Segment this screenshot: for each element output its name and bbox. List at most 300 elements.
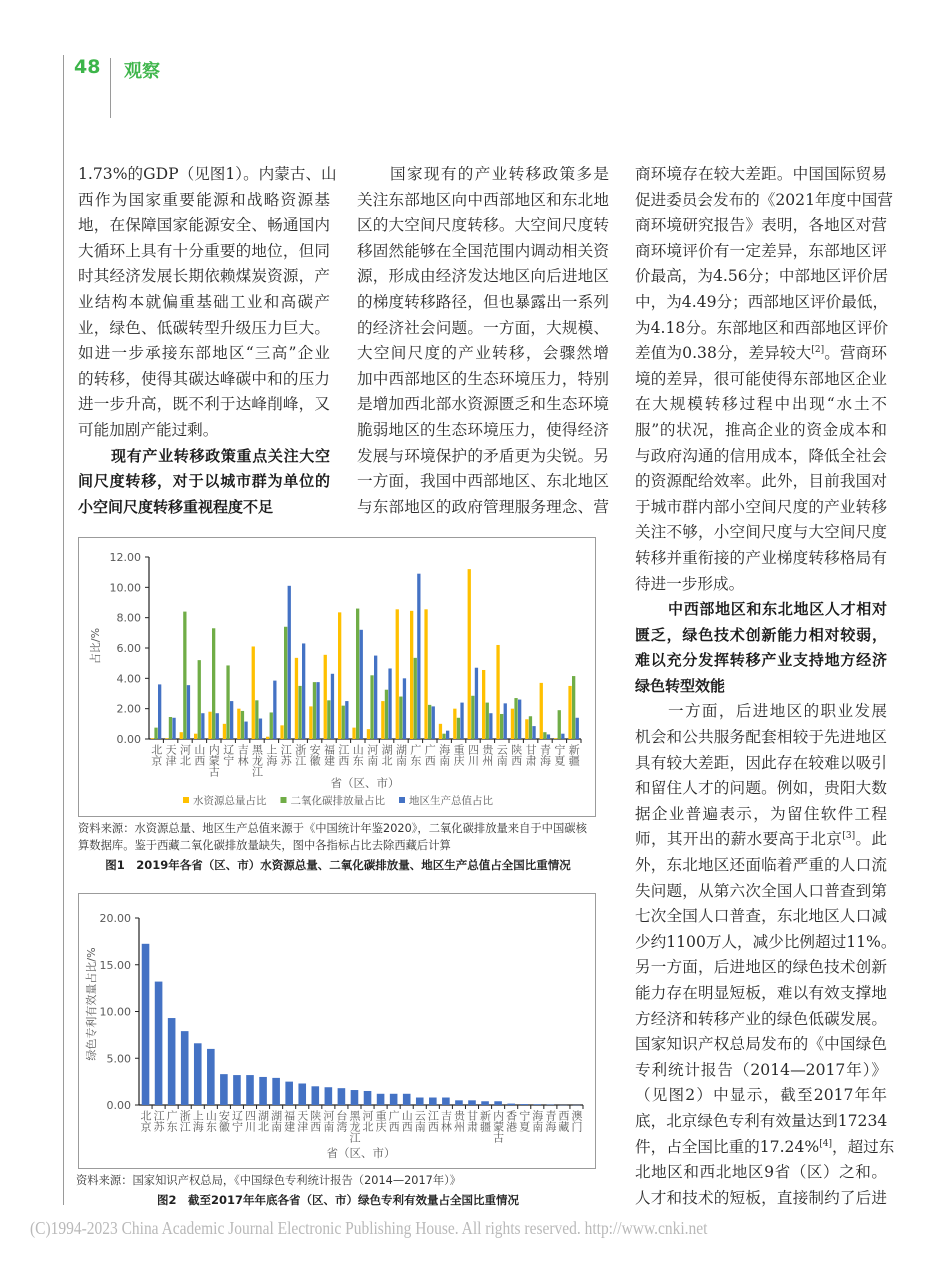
bar-台湾-绿色专利有效量占比: [338, 1088, 346, 1105]
bar-江苏-二氧化碳排放量占比: [284, 627, 287, 739]
bar-云南-地区生产总值占比: [504, 703, 507, 739]
bar-陕西-地区生产总值占比: [518, 700, 521, 739]
bar-甘肃-地区生产总值占比: [532, 726, 535, 739]
body-text-line: 与政府沟通的信用成本，降低全社会: [635, 446, 887, 465]
x-tick-label: 福建: [322, 744, 336, 766]
bar-云南-绿色专利有效量占比: [416, 1098, 424, 1105]
body-text-line: 脆弱地区的生态环境压力，使得经济: [357, 420, 609, 439]
citation-reference[interactable]: [2]: [811, 345, 825, 356]
citation-reference[interactable]: [3]: [842, 831, 856, 842]
bar-山西-绿色专利有效量占比: [403, 1094, 411, 1105]
x-tick-label: 香港: [504, 1110, 518, 1132]
bar-江西-地区生产总值占比: [345, 701, 348, 739]
body-text-line: 与东部地区的政府管理服务理念、营: [357, 497, 609, 516]
bar-山东-水资源总量占比: [352, 728, 355, 739]
bar-辽宁-二氧化碳排放量占比: [226, 665, 229, 739]
x-tick-label: 宁夏: [517, 1110, 531, 1132]
text-segment: 师，其开出的薪水要高于北京: [635, 830, 843, 849]
page-number: 48: [74, 56, 101, 78]
bar-海南-二氧化碳排放量占比: [442, 734, 445, 739]
body-text-line: 的梯度转移路径，但也暴露出一系列: [357, 292, 609, 311]
bar-吉林-绿色专利有效量占比: [442, 1098, 450, 1105]
section-heading-line: 绿色转型效能: [635, 676, 726, 695]
bar-江西-水资源总量占比: [338, 612, 341, 739]
x-tick-label: 湖南: [394, 744, 408, 766]
x-tick-label: 北京: [139, 1110, 153, 1132]
bar-广西-地区生产总值占比: [432, 706, 435, 739]
bar-香港-绿色专利有效量占比: [507, 1104, 515, 1105]
text-segment: 。营商环: [824, 344, 887, 363]
body-text-line: [635, 1135, 895, 1161]
x-tick-label: 海南: [437, 744, 451, 766]
body-text-line: 西作为国家重要能源和战略资源基: [78, 190, 330, 209]
x-tick-label: 山西: [400, 1110, 414, 1132]
bar-吉林-二氧化碳排放量占比: [241, 711, 244, 739]
body-text-line: 可能加剧产能过剩。: [78, 420, 219, 439]
body-text-line: 具有较大差距，因此存在较难以吸引: [635, 753, 887, 772]
body-text-line: 外，东北地区还面临着严重的人口流: [635, 856, 887, 875]
bar-山西-地区生产总值占比: [201, 713, 204, 739]
body-text-line: 七次全国人口普查，东北地区人口减: [635, 907, 887, 926]
x-tick-label: 新疆: [478, 1110, 492, 1132]
body-text-line: 北地区和西北地区9省（区）之和。: [635, 1163, 887, 1182]
x-tick-label: 青海: [538, 744, 552, 766]
x-tick-label: 江苏: [152, 1110, 166, 1132]
bar-北京-绿色专利有效量占比: [142, 944, 150, 1105]
bar-湖南-绿色专利有效量占比: [272, 1078, 280, 1105]
bar-四川-绿色专利有效量占比: [246, 1075, 254, 1105]
x-axis-title: 省（区、市）: [330, 776, 400, 790]
bar-云南-二氧化碳排放量占比: [500, 714, 503, 739]
bar-天津-地区生产总值占比: [172, 718, 175, 739]
body-text-line: [635, 341, 887, 367]
legend-swatch: [183, 797, 189, 803]
text-segment: 。此: [855, 830, 887, 849]
bar-宁夏-绿色专利有效量占比: [520, 1104, 528, 1105]
x-tick-label: 黑龙江: [347, 1110, 361, 1143]
bar-新疆-二氧化碳排放量占比: [572, 676, 575, 739]
bar-福建-绿色专利有效量占比: [285, 1082, 293, 1105]
bar-广西-绿色专利有效量占比: [390, 1094, 398, 1105]
bar-陕西-二氧化碳排放量占比: [514, 698, 517, 739]
body-text-line: 大循环上具有十分重要的地位，但同: [78, 241, 330, 260]
bar-宁夏-地区生产总值占比: [561, 734, 564, 739]
y-tick-label: 5.00: [106, 1052, 131, 1066]
bar-广东-绿色专利有效量占比: [168, 1018, 176, 1105]
body-text-line: 关注不够，小空间尺度与大空间尺度: [635, 523, 887, 542]
x-tick-label: 云南: [413, 1110, 427, 1132]
bar-北京-水资源总量占比: [151, 738, 154, 739]
bar-陕西-水资源总量占比: [511, 709, 514, 739]
bar-广西-水资源总量占比: [424, 609, 427, 739]
y-tick-label: 10.00: [99, 1005, 131, 1019]
bar-河南-二氧化碳排放量占比: [370, 675, 373, 739]
bar-黑龙江-地区生产总值占比: [259, 719, 262, 739]
bar-天津-绿色专利有效量占比: [298, 1083, 306, 1105]
x-tick-label: 贵州: [452, 1110, 466, 1132]
bar-天津-水资源总量占比: [165, 738, 168, 739]
bar-青海-水资源总量占比: [540, 683, 543, 739]
x-tick-label: 上海: [264, 744, 278, 766]
text-column-left: [78, 162, 337, 520]
bar-新疆-绿色专利有效量占比: [481, 1101, 489, 1105]
section-title: 观察: [124, 61, 160, 82]
bar-新疆-地区生产总值占比: [576, 718, 579, 739]
y-tick-label: 2.00: [116, 702, 141, 716]
bar-内蒙古-二氧化碳排放量占比: [212, 628, 215, 739]
bar-吉林-地区生产总值占比: [244, 722, 247, 739]
bar-广东-地区生产总值占比: [417, 574, 420, 739]
x-tick-label: 安徽: [308, 744, 322, 766]
x-tick-label: 天津: [164, 744, 178, 766]
x-tick-label: 天津: [295, 1110, 309, 1132]
body-text-line: 时其经济发展长期依赖煤炭资源，产: [78, 267, 330, 286]
bar-安徽-二氧化碳排放量占比: [313, 682, 316, 739]
bar-黑龙江-水资源总量占比: [252, 646, 255, 739]
x-tick-label: 甘肃: [524, 744, 538, 766]
body-text-line: 区的大空间尺度转移。大空间尺度转: [357, 216, 609, 235]
section-heading-line: 间尺度转移，对于以城市群为单位的: [78, 472, 330, 491]
bar-内蒙古-水资源总量占比: [208, 712, 211, 739]
body-text-line: 转移并重衔接的产业梯度转移格局有: [635, 548, 887, 567]
x-tick-label: 山东: [204, 1110, 218, 1132]
section-heading-line: 匮乏，绿色技术创新能力相对较弱，: [635, 625, 887, 644]
x-tick-label: 辽宁: [221, 744, 235, 766]
figure1-chart: [78, 537, 596, 817]
body-text-line: 于城市群内部小空间尺度的产业转移: [635, 497, 887, 516]
bar-江苏-水资源总量占比: [280, 725, 283, 739]
body-text-line: [635, 827, 887, 853]
figure2-source: 资料来源：国家知识产权总局，《中国绿色专利统计报告（2014—2017年）》: [76, 1174, 462, 1187]
citation-reference[interactable]: [4]: [819, 1138, 832, 1149]
bar-山东-绿色专利有效量占比: [207, 1049, 215, 1105]
x-tick-label: 新疆: [567, 744, 581, 766]
bar-河南-水资源总量占比: [367, 729, 370, 739]
text-segment: 件，占全国比重的17.24%: [635, 1137, 820, 1156]
body-text-line: 专利统计报告（2014—2017年）》: [635, 1060, 887, 1079]
bar-北京-地区生产总值占比: [158, 684, 161, 739]
x-tick-label: 湖北: [256, 1110, 270, 1132]
body-text-line: 为4.18分。东部地区和西部地区评价: [635, 318, 889, 337]
bar-海南-水资源总量占比: [439, 724, 442, 739]
bar-浙江-水资源总量占比: [295, 658, 298, 739]
body-text-line: 大空间尺度的产业转移，会骤然增: [357, 344, 609, 363]
x-tick-label: 黑龙江: [250, 744, 264, 777]
body-text-line: 源，形成由经济发达地区向后进地区: [357, 267, 609, 286]
figure2-svg: [79, 894, 597, 1170]
x-tick-label: 重庆: [452, 744, 466, 766]
bar-上海-地区生产总值占比: [273, 681, 276, 739]
x-tick-label: 广西: [387, 1110, 401, 1132]
body-text-line: 服”的状况，推高企业的资金成本和: [635, 420, 887, 439]
x-tick-label: 海南: [530, 1110, 544, 1132]
bar-宁夏-二氧化碳排放量占比: [558, 710, 561, 739]
body-text-line: 能力存在明显短板，难以有效支撑地: [635, 984, 887, 1002]
x-tick-label: 河南: [321, 1110, 335, 1132]
section-heading-line: 现有产业转移政策重点关注大空: [111, 446, 330, 465]
bar-贵州-水资源总量占比: [482, 670, 485, 739]
bar-内蒙古-绿色专利有效量占比: [494, 1101, 502, 1105]
x-tick-label: 陕西: [509, 744, 523, 766]
x-tick-label: 宁夏: [552, 744, 566, 766]
x-tick-label: 河北: [178, 744, 192, 766]
body-text-line: 国家现有的产业转移政策多是: [390, 165, 609, 183]
bar-浙江-地区生产总值占比: [302, 643, 305, 739]
bar-安徽-绿色专利有效量占比: [220, 1074, 228, 1105]
x-tick-label: 辽宁: [230, 1110, 244, 1132]
body-text-line: 境的差异，很可能使得东部地区企业: [635, 369, 887, 388]
figure1-svg: [79, 538, 597, 818]
text-segment: ，超过东: [831, 1137, 895, 1156]
body-text-line: 人才和技术的短板，直接制约了后进: [635, 1188, 887, 1207]
bar-湖北-二氧化碳排放量占比: [385, 690, 388, 739]
bar-湖南-地区生产总值占比: [403, 678, 406, 739]
legend-swatch: [281, 797, 287, 803]
bar-云南-水资源总量占比: [496, 645, 499, 739]
bar-天津-二氧化碳排放量占比: [169, 717, 172, 739]
body-text-line: 据企业普遍表示，为留住软件工程: [635, 804, 887, 823]
bar-河北-地区生产总值占比: [187, 685, 190, 739]
bar-湖北-水资源总量占比: [381, 701, 384, 739]
body-text-line: 1.73%的GDP（见图1）。内蒙古、山: [78, 165, 337, 183]
y-axis-title: 绿色专利有效量占比/%: [85, 947, 98, 1061]
x-tick-label: 江苏: [279, 744, 293, 766]
x-tick-label: 江西: [426, 1110, 440, 1132]
y-tick-label: 0.00: [106, 1099, 131, 1112]
x-tick-label: 江西: [336, 744, 350, 766]
bar-甘肃-水资源总量占比: [525, 719, 528, 739]
section-heading-line: 难以充分发挥转移产业支持地方经济: [635, 651, 887, 670]
body-text-line: 商环境存在较大差距。中国国际贸易: [635, 165, 887, 183]
bar-福建-地区生产总值占比: [331, 674, 334, 739]
bar-湖北-地区生产总值占比: [388, 668, 391, 739]
body-text-line: 业，绿色、低碳转型升级压力巨大。: [78, 318, 330, 337]
figure1-caption: 图1 2019年各省（区、市）水资源总量、二氧化碳排放量、地区生产总值占全国比重情况: [105, 858, 571, 872]
x-tick-label: 广西: [423, 744, 437, 766]
bar-重庆-二氧化碳排放量占比: [457, 718, 460, 739]
x-tick-label: 台湾: [334, 1110, 348, 1132]
x-tick-label: 陕西: [308, 1110, 322, 1132]
bar-山西-水资源总量占比: [194, 734, 197, 739]
bar-浙江-二氧化碳排放量占比: [298, 686, 301, 739]
body-text-line: 业结构本就偏重基础工业和高碳产: [78, 292, 330, 311]
body-text-line: 发展与环境保护的矛盾更为尖锐。另: [357, 446, 609, 465]
body-text-line: 移固然能够在全国范围内调动相关资: [357, 241, 609, 260]
x-tick-label: 四川: [243, 1110, 257, 1132]
bar-河北-水资源总量占比: [180, 732, 183, 739]
body-text-line: 机会和公共服务配套相较于先进地区: [635, 728, 887, 747]
y-tick-label: 12.00: [109, 551, 141, 564]
bar-江西-绿色专利有效量占比: [429, 1098, 437, 1105]
body-text-line: 关注东部地区向中西部地区和东北地: [357, 190, 609, 209]
body-text-line: 方经济和转移产业的绿色低碳发展。: [635, 1009, 887, 1028]
x-tick-label: 上海: [191, 1110, 205, 1132]
bar-贵州-二氧化碳排放量占比: [486, 703, 489, 739]
body-text-line: 的转移，使得其碳达峰碳中和的压力: [78, 369, 330, 388]
body-text-line: 国家知识产权总局发布的《中国绿色: [635, 1035, 887, 1054]
body-text-line: 待进一步形成。: [635, 574, 745, 593]
x-tick-label: 北京: [149, 744, 163, 766]
body-text-line: 一方面，后进地区的职业发展: [668, 702, 887, 721]
header-divider: [110, 58, 111, 118]
body-text-line: 中，为4.49分；西部地区评价最低，: [635, 292, 889, 311]
bar-海南-绿色专利有效量占比: [533, 1104, 541, 1105]
bar-内蒙古-地区生产总值占比: [216, 713, 219, 739]
x-tick-label: 内蒙古: [207, 744, 221, 777]
x-tick-label: 安徽: [217, 1110, 231, 1132]
bar-河南-地区生产总值占比: [374, 656, 377, 739]
bar-黑龙江-二氧化碳排放量占比: [255, 700, 258, 739]
bar-河南-绿色专利有效量占比: [325, 1087, 333, 1105]
bar-甘肃-绿色专利有效量占比: [468, 1100, 476, 1105]
y-tick-label: 10.00: [109, 581, 141, 595]
copyright-footer: (C)1994-2023 China Academic Journal Electronic Publishing House. All rights reserved. http://www.cnki.net: [30, 1218, 708, 1238]
body-text-line: （见图2）中显示，截至2017年年: [635, 1086, 887, 1105]
bar-重庆-绿色专利有效量占比: [377, 1094, 385, 1105]
bar-湖南-二氧化碳排放量占比: [399, 697, 402, 739]
text-column-middle: [357, 162, 609, 520]
bar-湖南-水资源总量占比: [396, 609, 399, 739]
bar-安徽-水资源总量占比: [309, 706, 312, 739]
bar-贵州-绿色专利有效量占比: [455, 1100, 463, 1105]
bar-上海-水资源总量占比: [266, 737, 269, 739]
x-tick-label: 浙江: [293, 744, 307, 766]
y-tick-label: 4.00: [116, 672, 141, 686]
body-text-line: 底，北京绿色专利有效量达到17234: [635, 1111, 888, 1130]
bar-福建-水资源总量占比: [324, 655, 327, 739]
body-text-line: 如进一步承接东部地区“三高”企业: [78, 344, 330, 363]
bar-重庆-水资源总量占比: [453, 709, 456, 739]
body-text-line: 另一方面，后进地区的绿色技术创新: [635, 958, 887, 977]
text-column-right: [635, 162, 897, 1211]
bar-福建-二氧化碳排放量占比: [327, 700, 330, 739]
body-text-line: 地，在保障国家能源安全、畅通国内: [78, 216, 330, 235]
body-text-line: 和留住人才的问题。例如，贵阳大数: [635, 779, 887, 798]
bar-上海-绿色专利有效量占比: [194, 1043, 202, 1105]
bar-吉林-水资源总量占比: [237, 709, 240, 739]
x-tick-label: 河北: [361, 1110, 375, 1132]
bar-北京-二氧化碳排放量占比: [154, 728, 157, 739]
bar-江苏-地区生产总值占比: [288, 586, 291, 739]
bar-青海-地区生产总值占比: [547, 734, 550, 739]
body-text-line: 商环境评价有一定差异，东部地区评: [635, 241, 887, 260]
legend-label: 水资源总量占比: [193, 795, 267, 807]
bar-上海-二氧化碳排放量占比: [270, 712, 273, 739]
bar-河北-二氧化碳排放量占比: [183, 612, 186, 739]
body-text-line: 少约1100万人，减少比例超过11%。: [635, 932, 897, 951]
x-tick-label: 河南: [365, 744, 379, 766]
x-tick-label: 山东: [351, 744, 365, 766]
body-text-line: 的经济社会问题。一方面，大规模、: [357, 318, 609, 337]
x-tick-label: 澳门: [569, 1110, 583, 1132]
text-segment: 差值为0.38分，差异较大: [635, 344, 812, 363]
figure2-caption: 图2 截至2017年年底各省（区、市）绿色专利有效量占全国比重情况: [156, 1193, 519, 1207]
body-text-line: 一方面，我国中西部地区、东北地区: [357, 472, 609, 491]
x-tick-label: 福建: [282, 1110, 296, 1132]
bar-山东-地区生产总值占比: [360, 630, 363, 739]
bar-江西-二氧化碳排放量占比: [342, 706, 345, 739]
x-tick-label: 湖北: [380, 744, 394, 766]
legend-swatch: [399, 797, 405, 803]
bar-辽宁-绿色专利有效量占比: [233, 1075, 241, 1105]
x-tick-label: 内蒙古: [491, 1110, 505, 1143]
x-tick-label: 重庆: [374, 1110, 388, 1132]
y-tick-label: 0.00: [116, 733, 141, 746]
legend-label: 二氧化碳排放量占比: [290, 795, 385, 807]
bar-广东-二氧化碳排放量占比: [414, 658, 417, 739]
bar-湖北-绿色专利有效量占比: [259, 1077, 267, 1105]
x-tick-label: 吉林: [236, 744, 250, 766]
body-text-line: 的资源配给效率。此外，目前我国对: [635, 472, 887, 491]
body-text-line: 促进委员会发布的《2021年度中国营: [635, 190, 893, 209]
x-tick-label: 山西: [192, 744, 206, 766]
x-tick-label: 广东: [165, 1110, 179, 1132]
margin-rule: [63, 55, 64, 1205]
body-text-line: 商环境研究报告》表明，各地区对营: [635, 216, 887, 235]
bar-四川-地区生产总值占比: [475, 668, 478, 739]
bar-青海-二氧化碳排放量占比: [543, 732, 546, 739]
y-axis-title: 占比/%: [89, 627, 102, 665]
y-tick-label: 15.00: [99, 958, 131, 972]
body-text-line: 进一步升高，既不利于达峰削峰，又: [78, 395, 330, 414]
bar-安徽-地区生产总值占比: [316, 682, 319, 739]
x-axis-title: 省（区、市）: [326, 1146, 396, 1160]
x-tick-label: 浙江: [178, 1110, 192, 1132]
y-tick-label: 6.00: [116, 642, 141, 655]
body-text-line: 在大规模转移过程中出现“水土不: [635, 395, 887, 414]
section-heading-line: 小空间尺度转移重视程度不足: [78, 497, 274, 516]
body-text-line: 是增加西北部水资源匮乏和生态环境: [357, 395, 609, 414]
x-tick-label: 湖南: [269, 1110, 283, 1132]
bar-四川-二氧化碳排放量占比: [471, 696, 474, 739]
body-text-line: 价最高，为4.56分；中部地区评价居: [635, 267, 889, 286]
bar-黑龙江-绿色专利有效量占比: [351, 1090, 359, 1105]
y-tick-label: 8.00: [116, 611, 141, 625]
bar-广西-二氧化碳排放量占比: [428, 705, 431, 739]
figure2-chart: [78, 893, 596, 1169]
bar-山西-二氧化碳排放量占比: [198, 660, 201, 739]
bar-宁夏-水资源总量占比: [554, 738, 557, 739]
x-tick-label: 吉林: [439, 1110, 453, 1132]
x-tick-label: 四川: [466, 744, 480, 766]
bar-辽宁-水资源总量占比: [223, 724, 226, 739]
bar-山东-二氧化碳排放量占比: [356, 609, 359, 739]
bar-河北-绿色专利有效量占比: [364, 1091, 372, 1105]
figure1-source: 资料来源：水资源总量、地区生产总值来源于《中国统计年鉴2020》，二氧化碳排放量来自于中国碳核算数据库。鉴于西藏二氧化碳排放量缺失，图中各指标占比去除西藏后计算: [78, 822, 587, 852]
bar-贵州-地区生产总值占比: [489, 713, 492, 739]
x-tick-label: 贵州: [480, 744, 494, 766]
section-heading-line: 中西部地区和东北地区人才相对: [668, 600, 887, 619]
bar-重庆-地区生产总值占比: [460, 703, 463, 739]
x-tick-label: 云南: [495, 744, 509, 766]
legend-label: 地区生产总值占比: [409, 795, 493, 807]
bar-广东-水资源总量占比: [410, 611, 413, 739]
body-text-line: 加中西部地区的生态环境压力，特别: [357, 369, 609, 388]
bar-浙江-绿色专利有效量占比: [181, 1031, 189, 1105]
bar-新疆-水资源总量占比: [568, 686, 571, 739]
bar-四川-水资源总量占比: [468, 569, 471, 739]
x-tick-label: 甘肃: [465, 1110, 479, 1132]
body-text-line: 失问题，从第六次全国人口普查到第: [635, 881, 887, 900]
bar-甘肃-二氧化碳排放量占比: [529, 716, 532, 739]
x-tick-label: 西藏: [556, 1110, 570, 1132]
bar-江苏-绿色专利有效量占比: [155, 982, 163, 1105]
bar-陕西-绿色专利有效量占比: [311, 1086, 319, 1105]
x-tick-label: 广东: [408, 744, 422, 766]
x-tick-label: 青海: [543, 1110, 557, 1132]
bar-海南-地区生产总值占比: [446, 731, 449, 739]
bar-辽宁-地区生产总值占比: [230, 701, 233, 739]
